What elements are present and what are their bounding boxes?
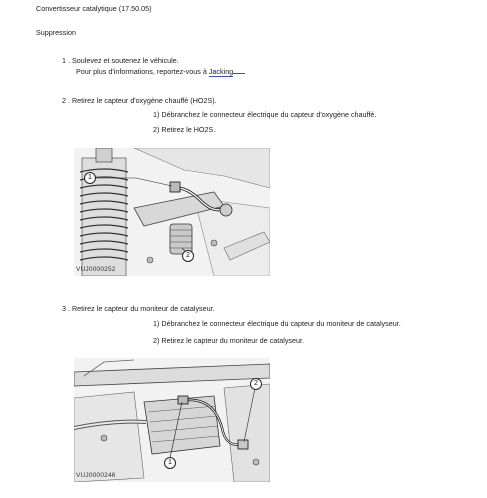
step-2-label: 2 . Retirez le capteur d'oxygène chauffé (HO2S).	[62, 96, 217, 105]
page-title: Convertisseur catalytique (17.50.05)	[36, 4, 152, 13]
callout-1: 1	[84, 172, 96, 184]
step-3-label: 3 . Retirez le capteur du moniteur de catalyseur.	[62, 304, 215, 313]
callout-2: 2	[182, 250, 194, 262]
figure-ho2s-sensor	[74, 148, 270, 276]
step-3-substep-1: 1) Débranchez le connecteur électrique du capteur du moniteur de catalyseur.	[153, 319, 401, 328]
section-title: Suppression	[36, 28, 76, 37]
figure-code: VUJ0000252	[76, 266, 116, 273]
figure-code: VUJ0000246	[76, 472, 116, 479]
step-2-substep-2: 2) Retirez le HO2S.	[153, 125, 216, 134]
step-2-substep-1: 1) Débranchez le connecteur électrique du capteur d'oxygène chauffé.	[153, 110, 377, 119]
jacking-link[interactable]: Jacking	[208, 67, 234, 76]
step-1-label: 1 . Soulevez et soutenez le véhicule.	[62, 56, 179, 65]
figure-ho2s-drawing	[74, 148, 270, 276]
callout-2: 2	[250, 378, 262, 390]
link-underline-extension	[233, 73, 245, 74]
callout-1: 1	[164, 457, 176, 469]
figure-catalyst-monitor-sensor	[74, 358, 270, 482]
step-1-info-text: Pour plus d'informations, reportez-vous à	[76, 67, 209, 76]
step-3-substep-2: 2) Retirez le capteur du moniteur de catalyseur.	[153, 336, 305, 345]
step-1-info	[76, 67, 245, 76]
